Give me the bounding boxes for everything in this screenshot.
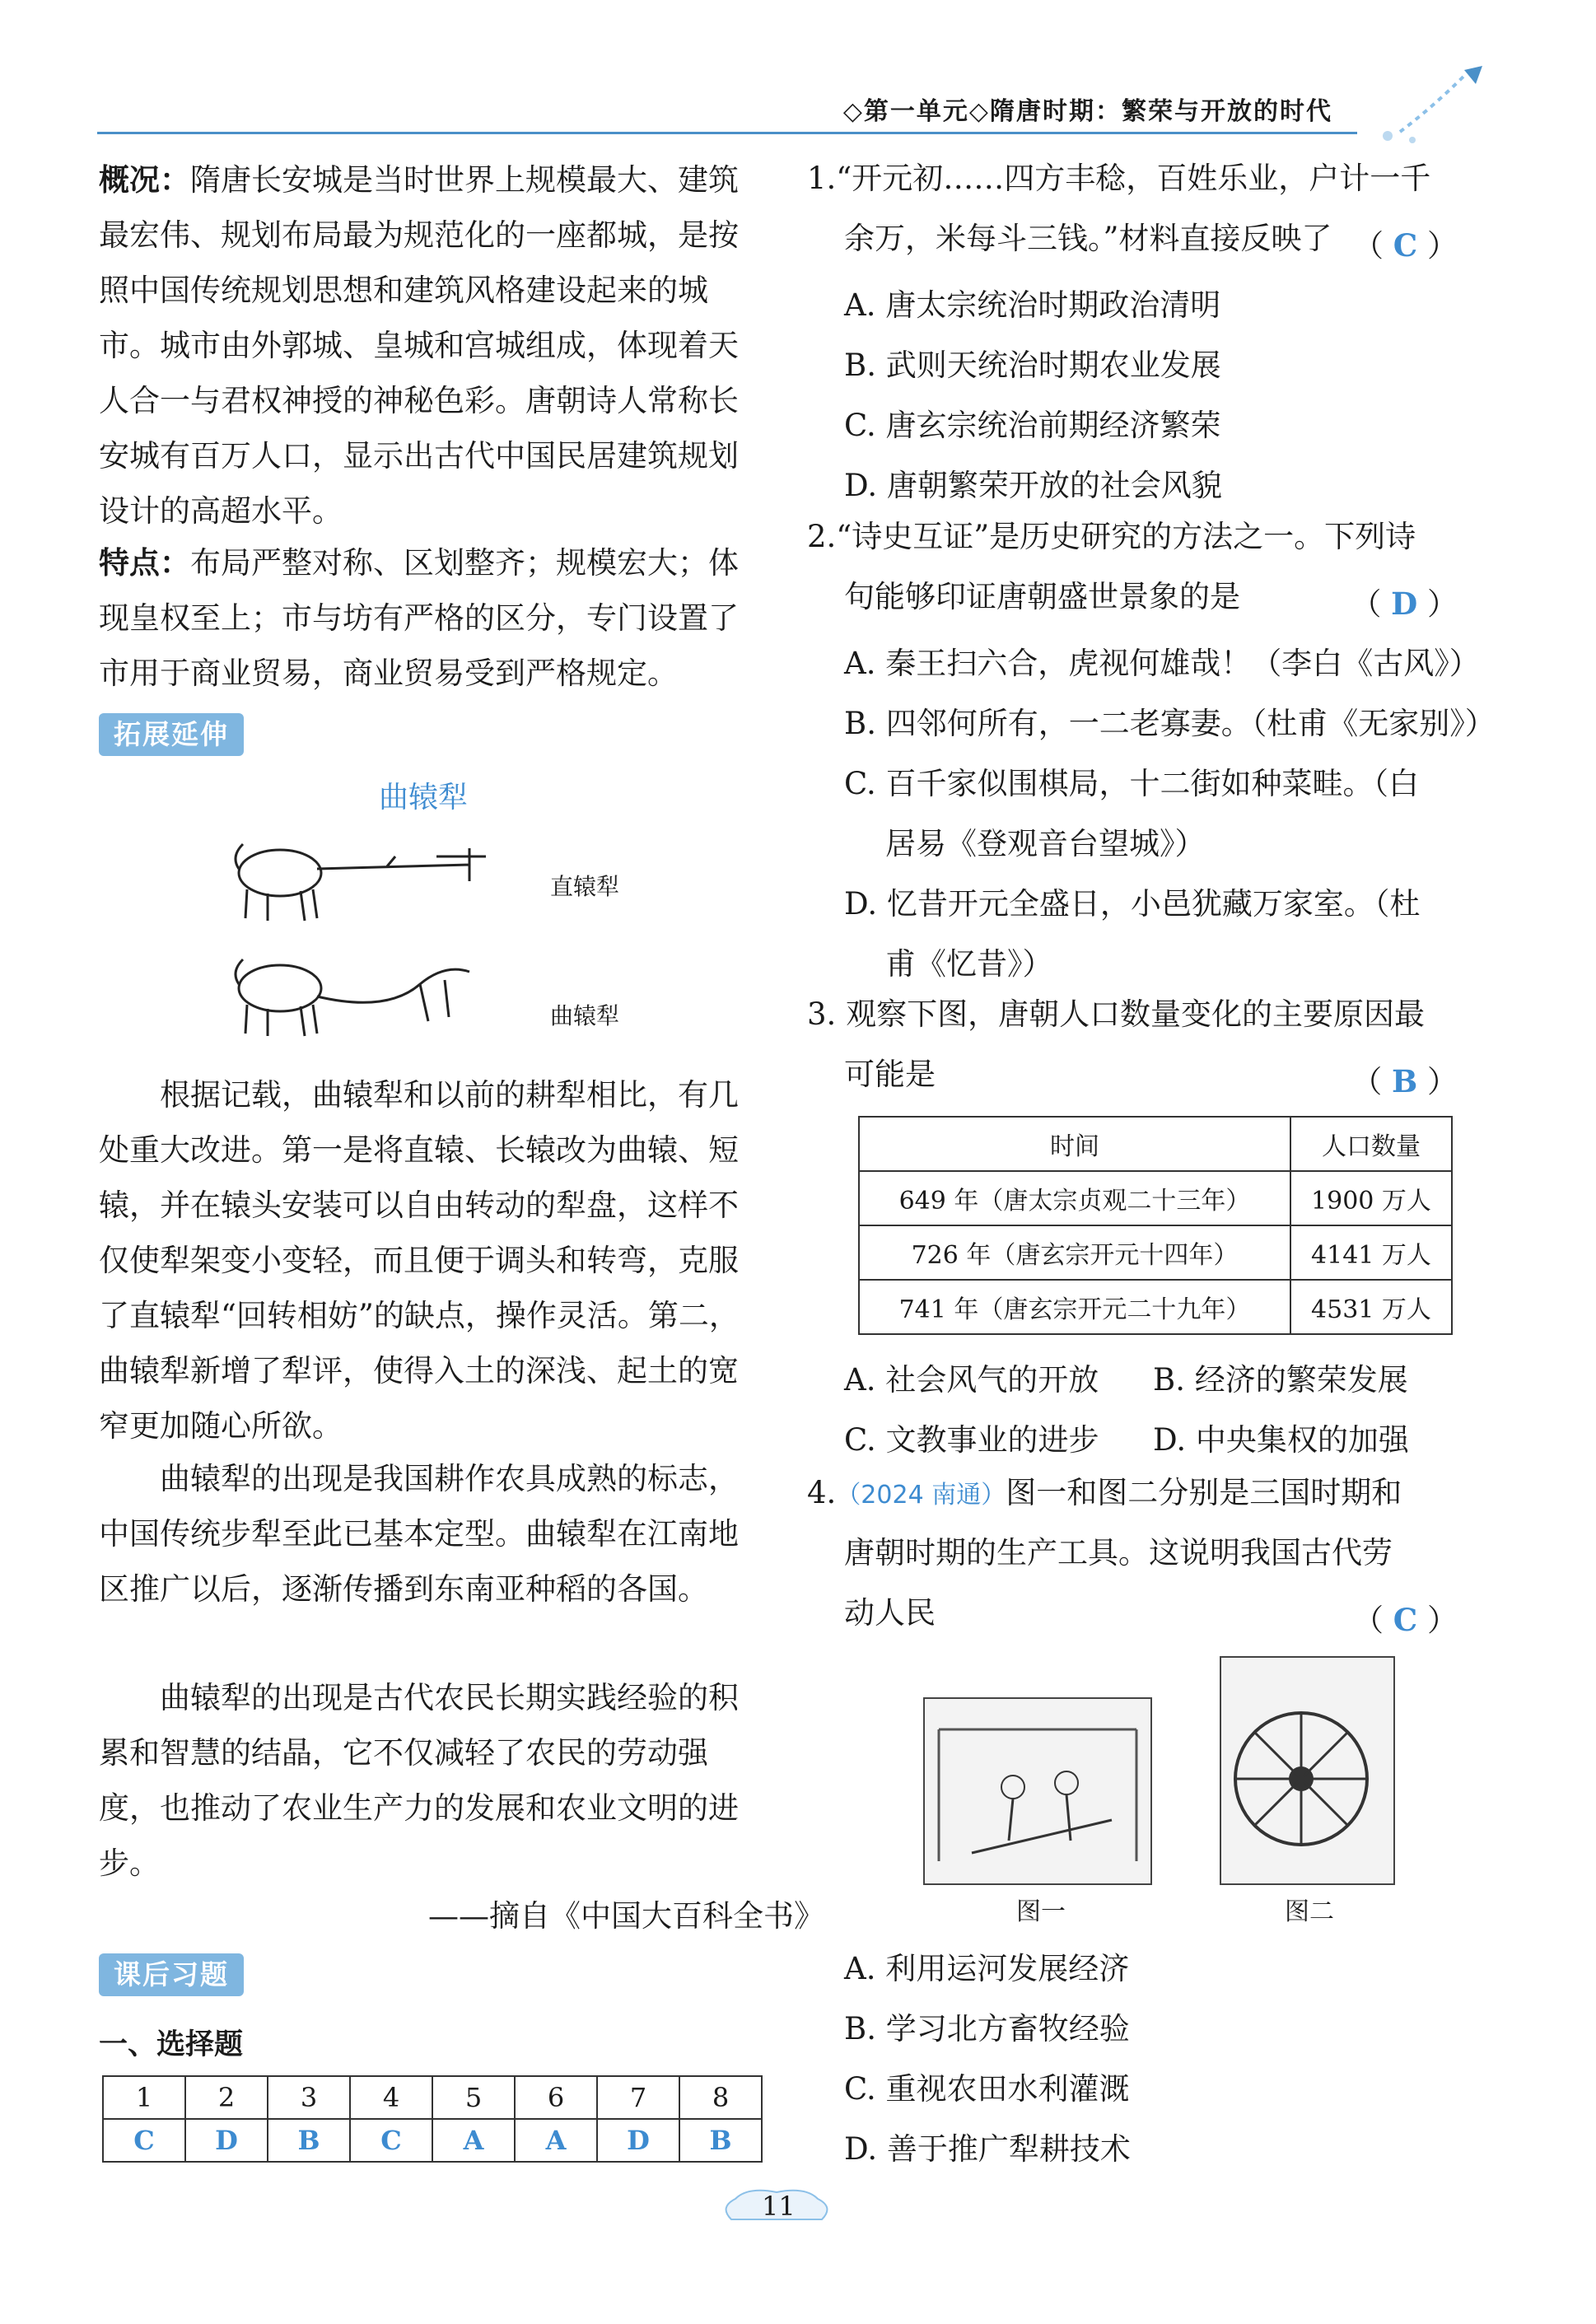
q1-option: C. 唐玄宗统治前期经济繁荣 — [844, 408, 1221, 443]
page-number: 11 — [762, 2191, 796, 2222]
grid-number: 8 — [679, 2076, 762, 2119]
grid-answer: B — [679, 2119, 762, 2162]
q4-number: 4. — [807, 1475, 837, 1510]
rocket-decoration-icon — [1367, 58, 1491, 148]
plough-paragraph-1: 根据记载，曲辕犁和以前的耕犁相比，有几处重大改进。第一是将直辕、长辕改为曲辕、短辕，并在辕头安装可以自由转动的犁盘，这样不仅使犁架变小变轻，而且便于调头和转弯，克服了直辕犁“回转相妨”的缺点，操作灵活。第二，曲辕犁新增了犁评，使得入土的深浅、起土的宽窄更加随心所欲。 — [99, 1077, 740, 1444]
q4-option: A. 利用运河发展经济 — [844, 1951, 1130, 1986]
table-cell: 649 年（唐太宗贞观二十三年） — [859, 1171, 1290, 1225]
q3-option: C. 文教事业的进步 — [844, 1422, 1099, 1458]
grid-answer: D — [185, 2119, 268, 2162]
plough-illustration — [222, 824, 519, 1062]
q3-option: D. 中央集权的加强 — [1153, 1422, 1409, 1458]
grid-answer: C — [350, 2119, 432, 2162]
q4-option: B. 学习北方畜牧经验 — [844, 2011, 1130, 2046]
source-citation: ——摘自《中国大百科全书》 — [428, 1898, 824, 1934]
straight-plough-label: 直辕犁 — [550, 873, 620, 900]
q3-answer: （ B ） — [1351, 1063, 1458, 1099]
plough-paragraph-3: 曲辕犁的出现是古代农民长期实践经验的积累和智慧的结晶，它不仅减轻了农民的劳动强度，也推动了农业生产力的发展和农业文明的进步。 — [99, 1680, 739, 1881]
q2-stem-line1: 2.“诗史互证”是历史研究的方法之一。下列诗 — [807, 519, 1416, 554]
q2-answer: （ D ） — [1351, 586, 1458, 622]
q3-option: A. 社会风气的开放 — [844, 1362, 1099, 1398]
q1-option: A. 唐太宗统治时期政治清明 — [844, 287, 1221, 323]
population-table — [858, 1116, 1453, 1335]
q4-source-tag: （2024 南通） — [836, 1481, 1006, 1510]
table-header-time: 时间 — [859, 1117, 1290, 1171]
grid-number: 4 — [350, 2076, 432, 2119]
q1-option: B. 武则天统治时期农业发展 — [844, 348, 1221, 383]
grid-answer: A — [515, 2119, 597, 2162]
q2-option: C. 百千家似围棋局，十二街如种菜畦。（白 — [844, 766, 1420, 801]
q4-answer: （ C ） — [1353, 1602, 1458, 1638]
overview-paragraph: 概况：隋唐长安城是当时世界上规模最大、建筑最宏伟、规划布局最为规范化的一座都城，是按照中国传统规划思想和建筑风格建设起来的城市。城市由外郭城、皇城和宫城组成，体现着天人合一与君权神授的神秘色彩。唐朝诗人常称长安城有百万人口，显示出古代中国民居建筑规划设计的高超水平。 — [99, 162, 739, 529]
grid-answer: B — [268, 2119, 350, 2162]
grid-number: 7 — [597, 2076, 679, 2119]
answer-grid — [102, 2075, 763, 2163]
plough-figure-title: 曲辕犁 — [379, 781, 469, 814]
q2-stem-line2: 句能够印证唐朝盛世景象的是 — [844, 579, 1240, 614]
figure-two-caption: 图二 — [1285, 1897, 1334, 1926]
q1-stem-line1: 1.“开元初……四方丰稔，百姓乐业，户计一千 — [807, 161, 1431, 196]
table-cell: 741 年（唐玄宗开元二十九年） — [859, 1280, 1290, 1334]
header-rule — [97, 132, 1357, 134]
section-heading: 一、选择题 — [99, 2028, 244, 2061]
q1-option: D. 唐朝繁荣开放的社会风貌 — [844, 468, 1222, 503]
figure-two-image — [1219, 1655, 1396, 1886]
table-cell: 726 年（唐玄宗开元十四年） — [859, 1225, 1290, 1280]
grid-answer: C — [103, 2119, 185, 2162]
grid-number: 3 — [268, 2076, 350, 2119]
q4-option: D. 善于推广犁耕技术 — [844, 2131, 1131, 2167]
q4-stem-text: 图一和图二分别是三国时期和 — [1006, 1475, 1402, 1510]
features-paragraph: 特点：布局严整对称、区划整齐；规模宏大；体现皇权至上；市与坊有严格的区分，专门设置了市用于商业贸易，商业贸易受到严格规定。 — [99, 545, 739, 691]
grid-answer: A — [432, 2119, 515, 2162]
q2-option: A. 秦王扫六合，虎视何雄哉！（李白《古风》） — [844, 646, 1480, 681]
grid-number: 2 — [185, 2076, 268, 2119]
grid-number: 5 — [432, 2076, 515, 2119]
q4-stem-line1 — [807, 1463, 1402, 1525]
q4-stem-line2: 唐朝时期的生产工具。这说明我国古代劳 — [844, 1535, 1393, 1570]
table-header-population: 人口数量 — [1290, 1117, 1452, 1171]
q2-option: D. 忆昔开元全盛日，小邑犹藏万家室。（杜 — [844, 886, 1421, 922]
table-cell: 4531 万人 — [1290, 1280, 1452, 1334]
q3-option: B. 经济的繁荣发展 — [1153, 1362, 1408, 1398]
figure-one-caption: 图一 — [1016, 1897, 1066, 1926]
running-header: ◇第一单元◇隋唐时期：繁荣与开放的时代 — [842, 97, 1332, 126]
q1-answer: （ C ） — [1353, 227, 1458, 264]
extension-label: 拓展延伸 — [99, 713, 244, 756]
figure-one-image — [922, 1696, 1153, 1886]
plough-paragraph-2: 曲辕犁的出现是我国耕作农具成熟的标志，中国传统步犁至此已基本定型。曲辕犁在江南地区推广以后，逐渐传播到东南亚种稻的各国。 — [99, 1461, 739, 1607]
exercises-label: 课后习题 — [99, 1953, 244, 1996]
q2-option-cont: 居易《登观音台望城》） — [885, 826, 1206, 861]
q1-stem-line2: 余万，米每斗三钱。”材料直接反映了 — [844, 221, 1332, 256]
q3-stem-line1: 3. 观察下图，唐朝人口数量变化的主要原因最 — [807, 996, 1426, 1032]
q4-stem-line3: 动人民 — [844, 1595, 936, 1631]
grid-number: 1 — [103, 2076, 185, 2119]
grid-answer: D — [597, 2119, 679, 2162]
q2-option-cont: 甫《忆昔》） — [885, 946, 1053, 982]
table-cell: 4141 万人 — [1290, 1225, 1452, 1280]
q4-option: C. 重视农田水利灌溉 — [844, 2071, 1130, 2107]
curved-plough-label: 曲辕犁 — [550, 1002, 620, 1029]
q2-option: B. 四邻何所有，一二老寡妻。（杜甫《无家别》） — [844, 706, 1496, 741]
grid-number: 6 — [515, 2076, 597, 2119]
q3-stem-line2: 可能是 — [844, 1057, 936, 1092]
table-cell: 1900 万人 — [1290, 1171, 1452, 1225]
